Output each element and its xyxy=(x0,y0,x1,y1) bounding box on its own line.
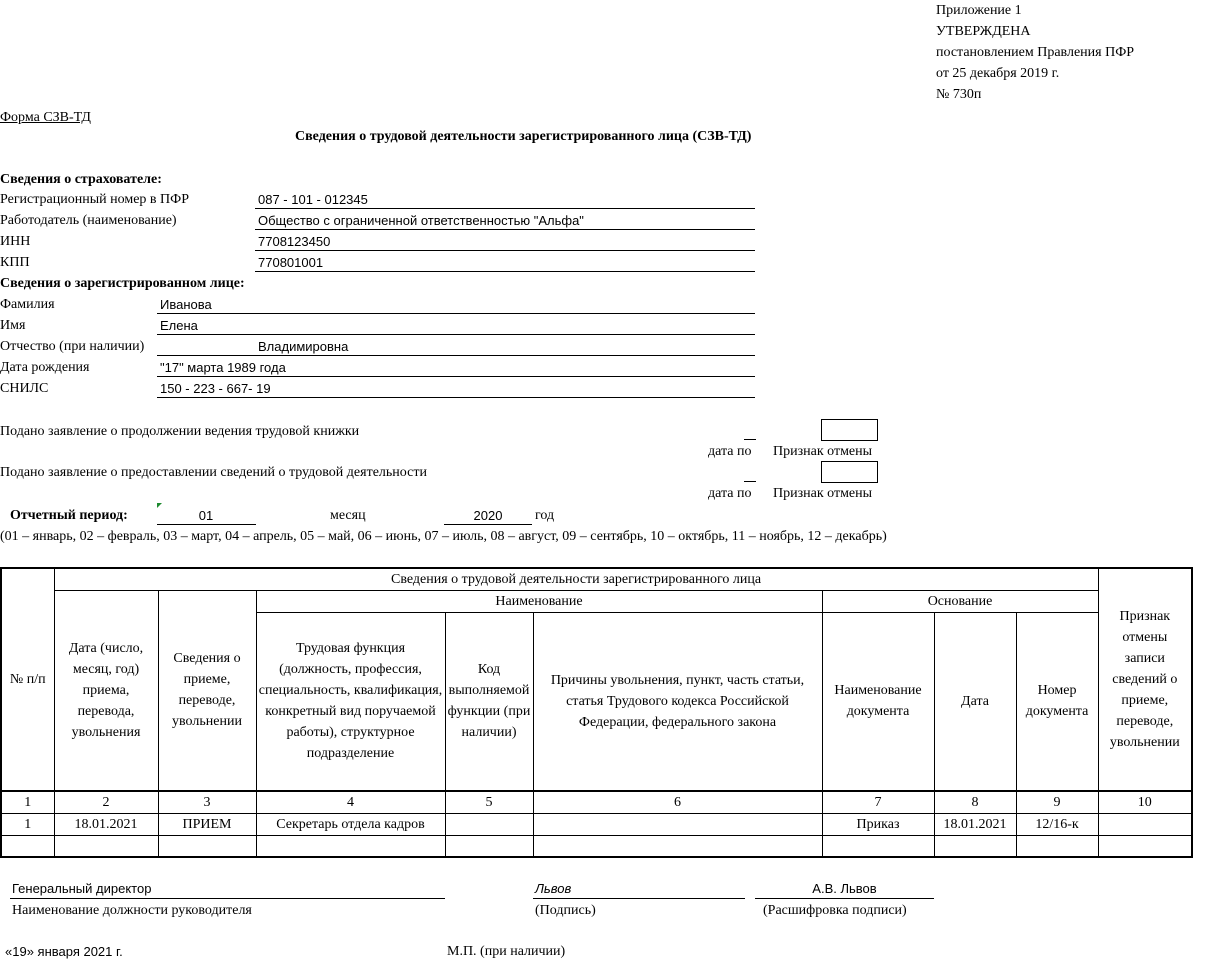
employer-heading: Сведения о страхователе: xyxy=(0,172,162,187)
snils-underline xyxy=(157,397,755,398)
birth-date-label: Дата рождения xyxy=(0,360,90,375)
page-title: Сведения о трудовой деятельности зарегистрированного лица (СЗВ-ТД) xyxy=(295,129,752,144)
patronymic-value: Владимировна xyxy=(258,339,349,354)
manager-position-underline xyxy=(10,898,445,899)
surname-underline xyxy=(157,313,755,314)
approval-line-1: Приложение 1 xyxy=(936,3,1022,18)
row-cell-info[interactable]: ПРИЕМ xyxy=(158,813,256,835)
header-reasons: Причины увольнения, пункт, часть статьи, статья Трудового кодекса Российской Федерации, федерального закона xyxy=(533,613,822,791)
period-year-label: год xyxy=(535,508,555,523)
row-cell-num[interactable] xyxy=(1,835,54,857)
reg-number-underline xyxy=(255,208,755,209)
work-book-date-label: дата по xyxy=(708,444,752,459)
col-number-8: 8 xyxy=(934,791,1016,814)
approval-line-2: УТВЕРЖДЕНА xyxy=(936,24,1031,39)
header-date: Дата (число, месяц, год) приема, перевода, увольнения xyxy=(54,591,158,791)
employer-name-value: Общество с ограниченной ответственностью "Альфа" xyxy=(258,213,584,228)
signature-decode-value: А.В. Львов xyxy=(812,881,877,896)
surname-label: Фамилия xyxy=(0,297,55,312)
header-name-group: Наименование xyxy=(256,591,822,613)
info-cancel-label: Признак отмены xyxy=(773,486,873,501)
info-cancel-checkbox[interactable] xyxy=(821,461,878,483)
labor-activity-table xyxy=(0,567,1193,858)
col-number-6: 6 xyxy=(533,791,822,814)
table-row xyxy=(1,835,1192,857)
snils-value: 150 - 223 - 667- 19 xyxy=(160,381,271,396)
col-number-7: 7 xyxy=(822,791,934,814)
employer-name-underline xyxy=(255,229,755,230)
period-month-label: месяц xyxy=(330,508,366,523)
reg-number-label: Регистрационный номер в ПФР xyxy=(0,192,189,207)
row-cell-date[interactable]: 18.01.2021 xyxy=(54,813,158,835)
row-cell-doc-date[interactable] xyxy=(934,835,1016,857)
kpp-underline xyxy=(255,271,755,272)
period-year-value: 2020 xyxy=(473,508,503,523)
header-cancel: Признак отмены записи сведений о приеме, переводе, увольнении xyxy=(1098,568,1192,791)
row-cell-reasons[interactable] xyxy=(533,835,822,857)
header-doc-num: Номер документа xyxy=(1016,613,1098,791)
period-year-underline xyxy=(444,524,532,525)
signature-underline xyxy=(533,898,745,899)
row-cell-code[interactable] xyxy=(445,835,533,857)
row-cell-info[interactable] xyxy=(158,835,256,857)
col-number-5: 5 xyxy=(445,791,533,814)
kpp-label: КПП xyxy=(0,255,30,270)
table-row xyxy=(1,813,1192,835)
patronymic-underline xyxy=(157,355,755,356)
row-cell-code[interactable] xyxy=(445,813,533,835)
signature-date: «19» января 2021 г. xyxy=(5,944,123,959)
row-cell-doc-name[interactable] xyxy=(822,835,934,857)
header-group: Сведения о трудовой деятельности зарегистрированного лица xyxy=(54,568,1098,591)
signature-label: (Подпись) xyxy=(535,903,596,918)
manager-position-value: Генеральный директор xyxy=(12,881,152,896)
header-code: Код выполняемой функции (при наличии) xyxy=(445,613,533,791)
approval-line-3: постановлением Правления ПФР xyxy=(936,45,1135,60)
row-cell-doc-name[interactable]: Приказ xyxy=(822,813,934,835)
row-cell-cancel[interactable] xyxy=(1098,835,1192,857)
name-value: Елена xyxy=(160,318,198,333)
row-cell-doc-date[interactable]: 18.01.2021 xyxy=(934,813,1016,835)
header-doc-date: Дата xyxy=(934,613,1016,791)
form-name: Форма СЗВ-ТД xyxy=(0,110,91,125)
info-date-line xyxy=(744,481,756,482)
reg-number-value: 087 - 101 - 012345 xyxy=(258,192,368,207)
birth-date-underline xyxy=(157,376,755,377)
col-number-4: 4 xyxy=(256,791,445,814)
approval-line-5: № 730п xyxy=(936,87,982,102)
employer-name-label: Работодатель (наименование) xyxy=(0,213,177,228)
period-legend: (01 – январь, 02 – февраль, 03 – март, 04 – апрель, 05 – май, 06 – июнь, 07 – июль, 08 – август, 09 – сентябрь, 10 – октябрь, 11 – ноябрь, 12 – декабрь) xyxy=(0,529,887,544)
birth-date-value: "17" марта 1989 года xyxy=(160,360,286,375)
inn-label: ИНН xyxy=(0,234,31,249)
header-doc-name: Наименование документа xyxy=(822,613,934,791)
name-label: Имя xyxy=(0,318,26,333)
col-number-9: 9 xyxy=(1016,791,1098,814)
surname-value: Иванова xyxy=(160,297,212,312)
name-underline xyxy=(157,334,755,335)
stamp-label: М.П. (при наличии) xyxy=(447,944,566,959)
info-application-label: Подано заявление о предоставлении сведений о трудовой деятельности xyxy=(0,465,427,480)
header-info: Сведения о приеме, переводе, увольнении xyxy=(158,591,256,791)
header-function: Трудовая функция (должность, профессия, специальность, квалификация, конкретный вид поручаемой работы), структурное подразделение xyxy=(256,613,445,791)
inn-underline xyxy=(255,250,755,251)
work-book-application-label: Подано заявление о продолжении ведения трудовой книжки xyxy=(0,424,360,439)
signature-decode-label: (Расшифровка подписи) xyxy=(763,903,907,918)
work-book-cancel-checkbox[interactable] xyxy=(821,419,878,441)
signature-decode-underline xyxy=(755,898,934,899)
snils-label: СНИЛС xyxy=(0,381,49,396)
col-number-1: 1 xyxy=(1,791,54,814)
person-heading: Сведения о зарегистрированном лице: xyxy=(0,276,245,291)
period-label: Отчетный период: xyxy=(10,508,128,523)
patronymic-label: Отчество (при наличии) xyxy=(0,339,145,354)
row-cell-doc-num[interactable]: 12/16-к xyxy=(1016,813,1098,835)
manager-position-label: Наименование должности руководителя xyxy=(12,903,252,918)
row-cell-date[interactable] xyxy=(54,835,158,857)
row-cell-reasons[interactable] xyxy=(533,813,822,835)
row-cell-doc-num[interactable] xyxy=(1016,835,1098,857)
header-basis-group: Основание xyxy=(822,591,1098,613)
work-book-cancel-label: Признак отмены xyxy=(773,444,873,459)
work-book-date-line xyxy=(744,439,756,440)
row-cell-function[interactable]: Секретарь отдела кадров xyxy=(256,813,445,835)
row-cell-cancel[interactable] xyxy=(1098,813,1192,835)
col-number-3: 3 xyxy=(158,791,256,814)
header-num: № п/п xyxy=(1,568,54,791)
approval-line-4: от 25 декабря 2019 г. xyxy=(936,66,1060,81)
row-cell-num[interactable]: 1 xyxy=(1,813,54,835)
period-month-value: 01 xyxy=(198,508,214,523)
col-number-2: 2 xyxy=(54,791,158,814)
kpp-value: 770801001 xyxy=(258,255,324,270)
info-date-label: дата по xyxy=(708,486,752,501)
col-number-10: 10 xyxy=(1098,791,1192,814)
inn-value: 7708123450 xyxy=(258,234,331,249)
signature-value: Львов xyxy=(535,881,572,896)
row-cell-function[interactable] xyxy=(256,835,445,857)
period-month-underline xyxy=(157,524,256,525)
